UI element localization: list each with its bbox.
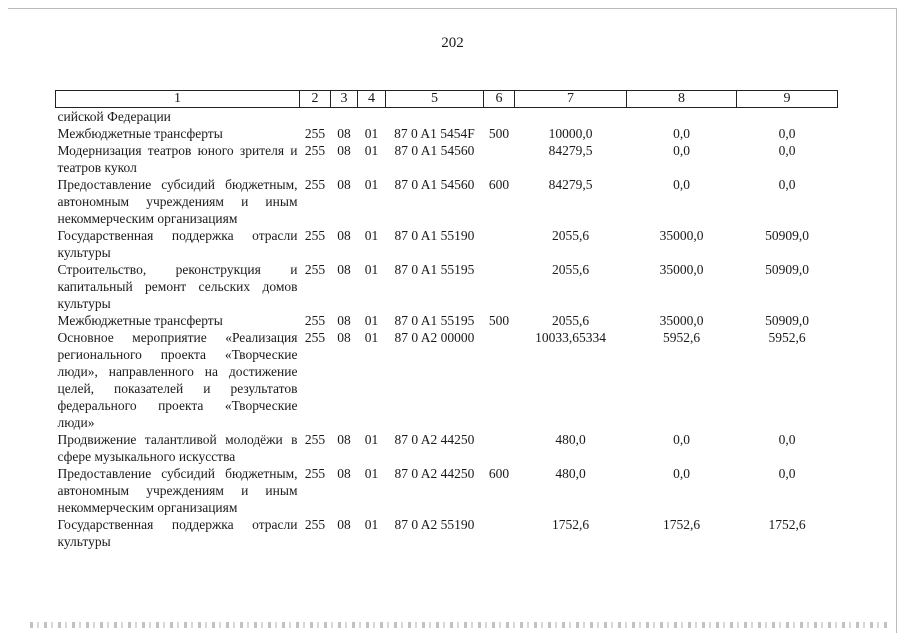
- header-col-9: 9: [737, 91, 838, 108]
- row-value-8: 0,0: [673, 177, 690, 192]
- row-value-8: 35000,0: [659, 313, 704, 328]
- row-value-7: 1752,6: [551, 517, 590, 532]
- row-code-3: 08: [337, 262, 351, 277]
- table-row: [56, 142, 838, 176]
- row-value-8: 35000,0: [659, 228, 704, 243]
- row-value-7: 2055,6: [551, 262, 590, 277]
- row-code-2: 255: [304, 177, 326, 192]
- table-row: [56, 261, 838, 312]
- row-value-7: 480,0: [555, 466, 586, 481]
- row-code-5: 87 0 A1 55195: [394, 262, 475, 277]
- row-code-4: 01: [364, 262, 379, 277]
- row-value-7: 84279,5: [548, 143, 593, 158]
- row-code-6: [484, 516, 515, 550]
- row-code-5: 87 0 A2 44250: [394, 466, 475, 481]
- row-code-2: 255: [304, 517, 326, 532]
- row-code-6: [484, 142, 515, 176]
- row-code-2: 255: [304, 126, 326, 141]
- row-code-6: 600: [488, 466, 510, 481]
- row-code-6: 500: [488, 126, 510, 141]
- header-row: [56, 91, 838, 108]
- table-row: [56, 312, 838, 329]
- row-code-4: 01: [364, 177, 379, 192]
- row-value-7: 10000,0: [548, 126, 593, 141]
- row-value-7: 10033,65334: [535, 330, 606, 345]
- row-code-2: 255: [304, 330, 326, 345]
- row-value-9: 0,0: [778, 177, 796, 192]
- row-code-3: 08: [337, 517, 351, 532]
- row-code-4: 01: [364, 143, 379, 158]
- row-code-4: 01: [364, 330, 379, 345]
- row-code-5: 87 0 A1 55195: [394, 313, 475, 328]
- row-code-3: 08: [337, 228, 351, 243]
- row-code-4: 01: [364, 517, 379, 532]
- row-code-2: 255: [304, 143, 326, 158]
- row-code-3: 08: [337, 432, 351, 447]
- row-code-2: 255: [304, 432, 326, 447]
- table-body: [56, 108, 838, 551]
- row-code-3: 08: [337, 313, 351, 328]
- row-code-2: [300, 108, 331, 126]
- header-col-1: 1: [56, 91, 300, 108]
- scan-noise: [30, 622, 890, 628]
- table-row: [56, 329, 838, 431]
- row-code-5: 87 0 A1 55190: [394, 228, 475, 243]
- row-value-9: 50909,0: [765, 228, 809, 243]
- row-name: Межбюджетные трансферты: [57, 126, 223, 141]
- row-name: Модернизация театров юного зрителя и театров кукол: [57, 143, 298, 175]
- row-value-9: 50909,0: [765, 313, 809, 328]
- row-code-6: [484, 227, 515, 261]
- row-code-3: 08: [337, 330, 351, 345]
- table-row: [56, 108, 838, 126]
- row-value-9: 1752,6: [768, 517, 806, 532]
- row-code-4: [358, 108, 386, 126]
- row-value-9: 0,0: [778, 432, 796, 447]
- row-name: Государственная поддержка отрасли культуры: [57, 517, 298, 549]
- row-code-6: [484, 431, 515, 465]
- row-value-9: 0,0: [778, 143, 796, 158]
- header-col-3: 3: [331, 91, 358, 108]
- row-code-2: 255: [304, 466, 326, 481]
- row-name: Государственная поддержка отрасли культуры: [57, 228, 298, 260]
- row-code-3: 08: [337, 177, 351, 192]
- row-code-5: 87 0 A2 55190: [394, 517, 475, 532]
- row-name: Строительство, реконструкция и капитальный ремонт сельских домов культуры: [57, 262, 298, 311]
- row-code-2: 255: [304, 262, 326, 277]
- row-name: Межбюджетные трансферты: [57, 313, 223, 328]
- row-code-6: [484, 108, 515, 126]
- table-row: [56, 176, 838, 227]
- header-col-4: 4: [358, 91, 386, 108]
- row-value-9: 50909,0: [765, 262, 809, 277]
- row-code-5: 87 0 A2 00000: [394, 330, 475, 345]
- row-name: Предоставление субсидий бюджетным, автономным учреждениям и иным некоммерческим организациям: [57, 177, 298, 226]
- row-value-9: 0,0: [778, 126, 796, 141]
- row-value-7: 480,0: [555, 432, 586, 447]
- row-value-8: 1752,6: [662, 517, 701, 532]
- row-code-2: 255: [304, 228, 326, 243]
- row-code-4: 01: [364, 466, 379, 481]
- row-name: Основное мероприятие «Реализация регионального проекта «Творческие люди», направленного на достижение целей, показателей и результатов федерального проекта «Творческие люди»: [57, 330, 298, 430]
- row-code-5: 87 0 A1 54560: [394, 177, 475, 192]
- row-value-8: [627, 108, 737, 126]
- table-row: [56, 227, 838, 261]
- row-code-5: 87 0 A1 54560: [394, 143, 475, 158]
- row-code-4: 01: [364, 228, 379, 243]
- row-value-8: 0,0: [673, 143, 690, 158]
- row-code-6: 600: [488, 177, 510, 192]
- row-value-8: 5952,6: [662, 330, 701, 345]
- row-code-5: [386, 108, 484, 126]
- row-code-4: 01: [364, 432, 379, 447]
- budget-table: [55, 90, 838, 550]
- row-code-3: 08: [337, 466, 351, 481]
- row-code-6: [484, 329, 515, 431]
- row-name: Предоставление субсидий бюджетным, автономным учреждениям и иным некоммерческим организациям: [57, 466, 298, 515]
- row-value-7: 2055,6: [551, 228, 590, 243]
- row-value-7: [515, 108, 627, 126]
- row-name: Продвижение талантливой молодёжи в сфере музыкального искусства: [57, 432, 298, 464]
- row-code-4: 01: [364, 126, 379, 141]
- row-value-8: 0,0: [673, 466, 690, 481]
- row-code-5: 87 0 A2 44250: [394, 432, 475, 447]
- row-code-6: 500: [488, 313, 510, 328]
- row-value-8: 0,0: [673, 126, 690, 141]
- row-value-9: [737, 108, 838, 126]
- header-col-7: 7: [515, 91, 627, 108]
- header-col-2: 2: [300, 91, 331, 108]
- row-value-7: 84279,5: [548, 177, 593, 192]
- table-row: [56, 516, 838, 550]
- table-row: [56, 125, 838, 142]
- row-value-9: 0,0: [778, 466, 796, 481]
- row-code-3: [331, 108, 358, 126]
- row-value-7: 2055,6: [551, 313, 590, 328]
- row-code-2: 255: [304, 313, 326, 328]
- header-col-8: 8: [627, 91, 737, 108]
- row-value-8: 35000,0: [659, 262, 704, 277]
- row-name: сийской Федерации: [57, 109, 171, 124]
- row-code-5: 87 0 A1 5454F: [394, 126, 475, 141]
- row-code-4: 01: [364, 313, 379, 328]
- row-value-8: 0,0: [673, 432, 690, 447]
- row-code-6: [484, 261, 515, 312]
- row-code-3: 08: [337, 126, 351, 141]
- row-value-9: 5952,6: [768, 330, 806, 345]
- row-code-3: 08: [337, 143, 351, 158]
- header-col-5: 5: [386, 91, 484, 108]
- header-col-6: 6: [484, 91, 515, 108]
- table-row: [56, 431, 838, 465]
- page-number: 202: [441, 35, 464, 51]
- table-row: [56, 465, 838, 516]
